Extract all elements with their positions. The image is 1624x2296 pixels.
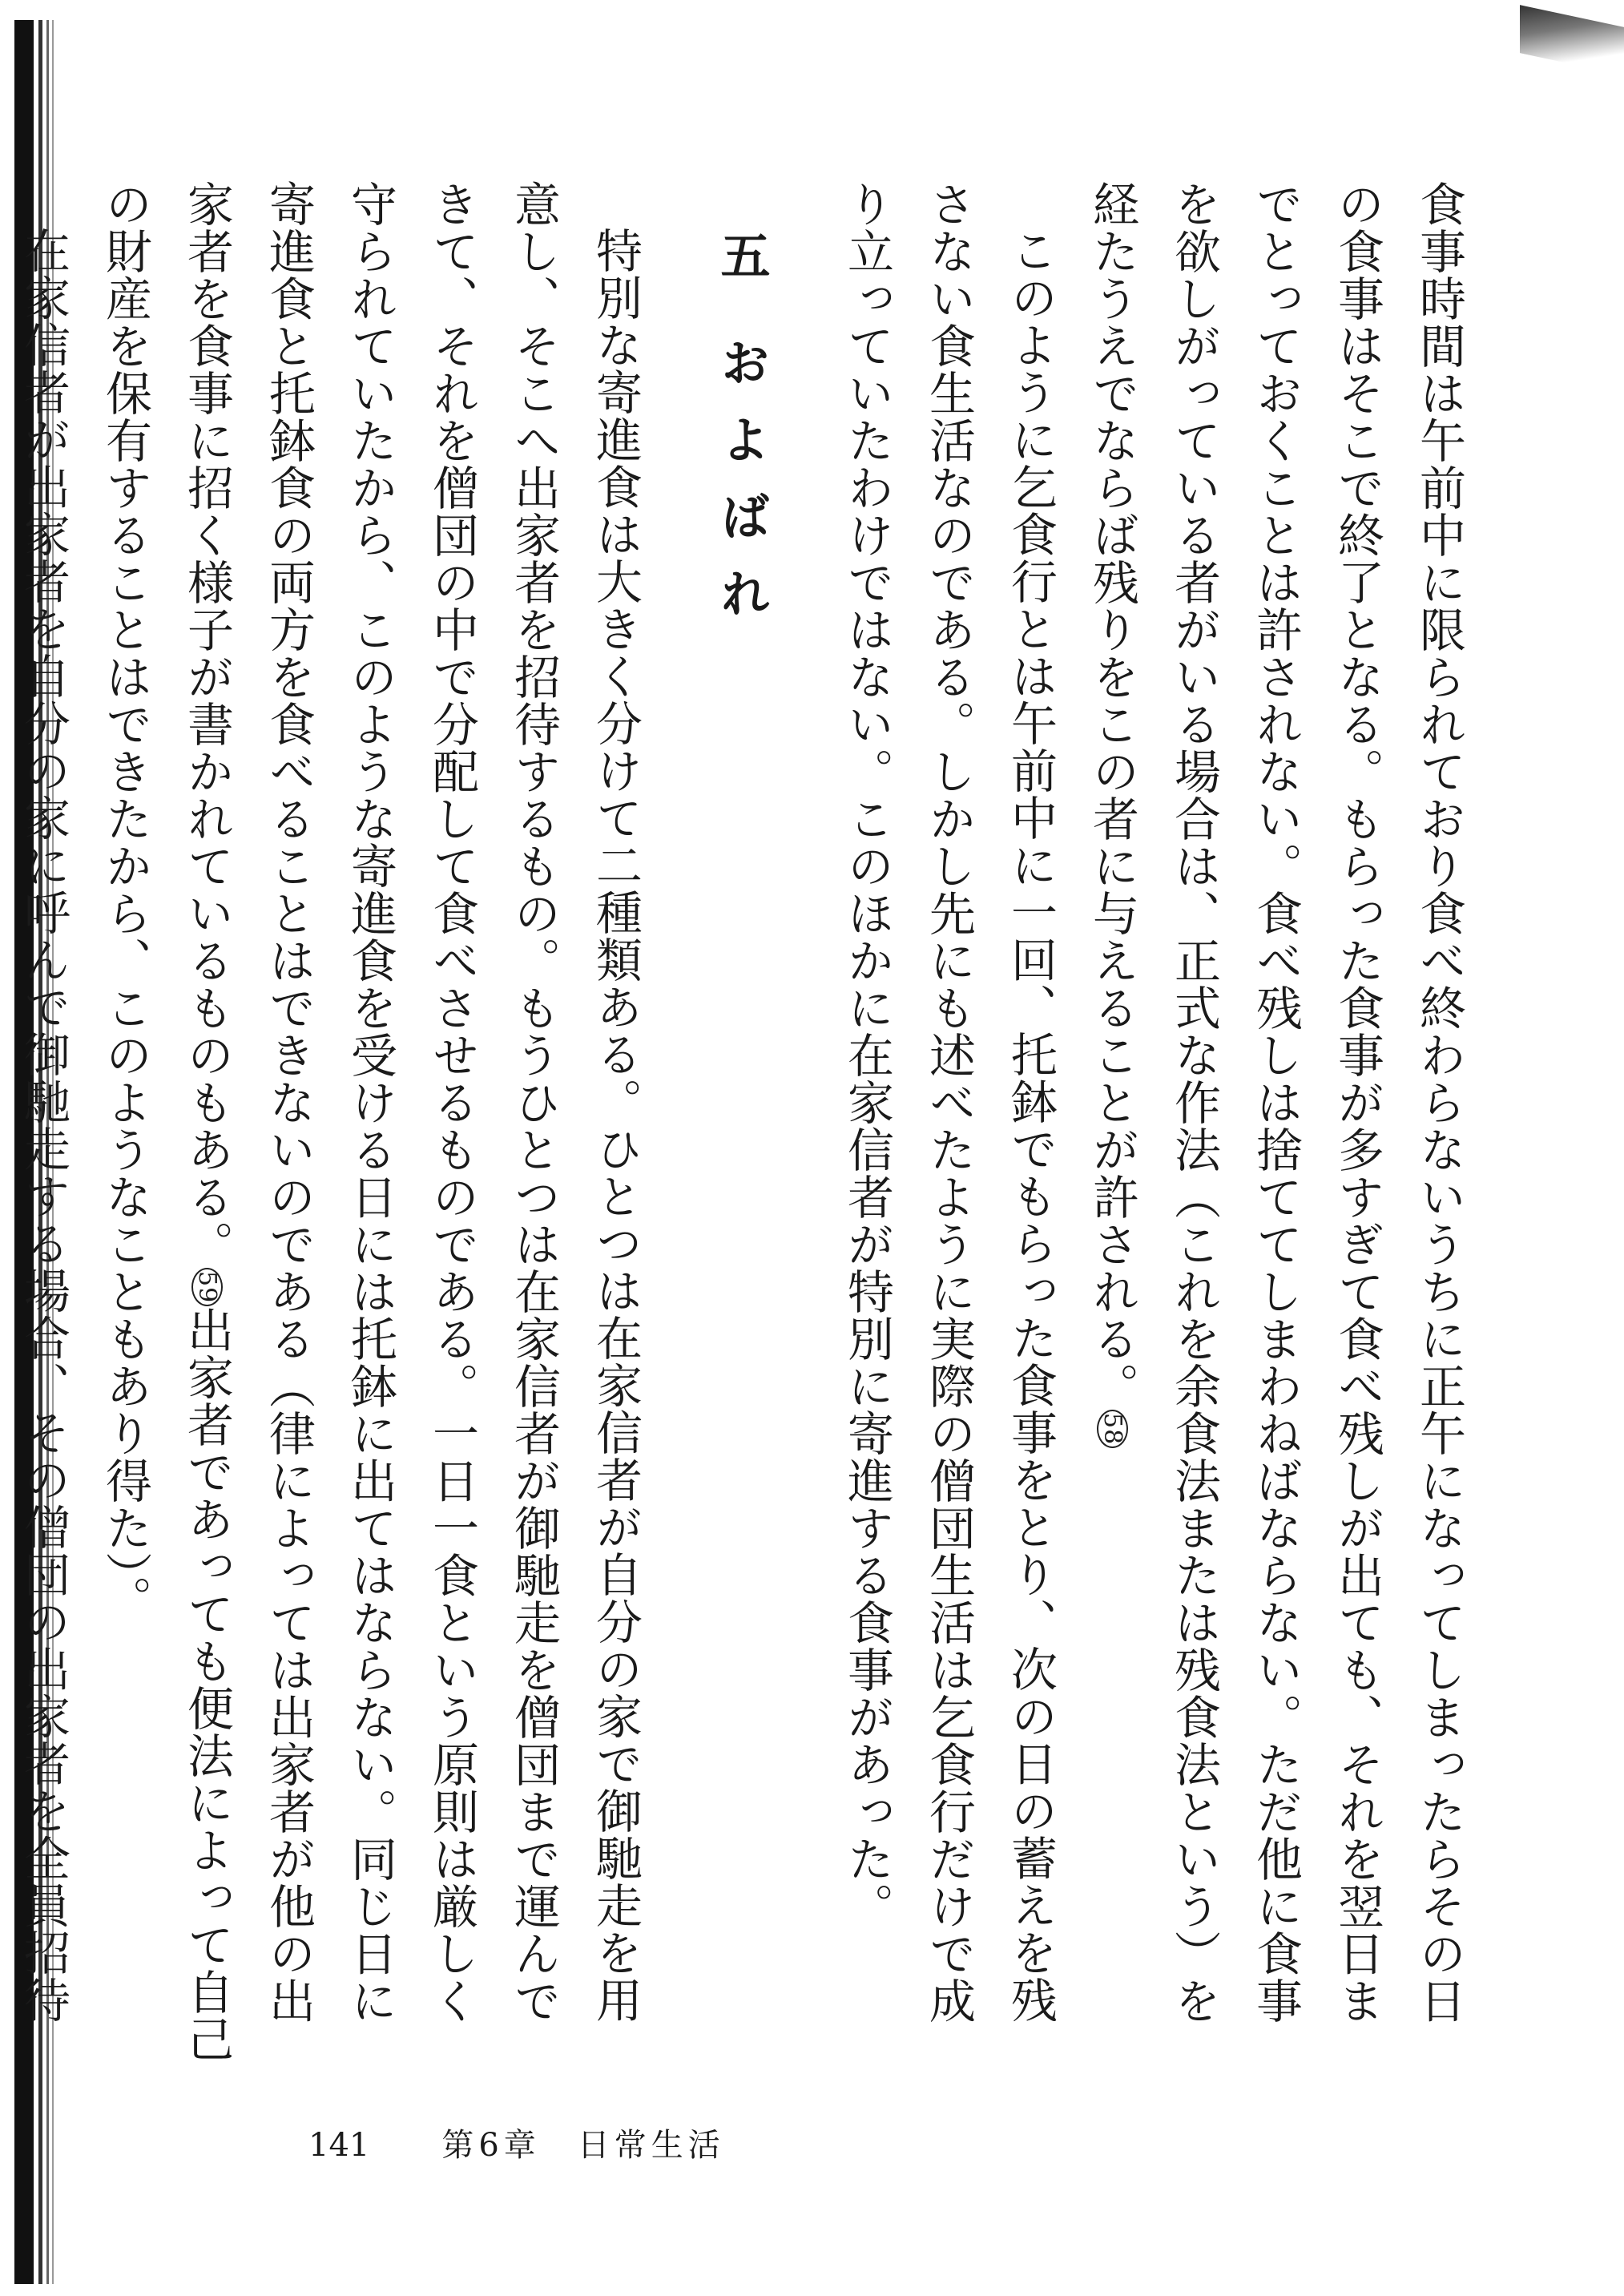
section-heading (700, 180, 782, 2064)
paragraph-2 (826, 180, 1071, 2064)
footnote-marker[interactable]: 59 (191, 1268, 223, 1306)
paragraph-3 (84, 180, 656, 2064)
page-number: 141 (308, 2127, 370, 2164)
paragraph-text: このように乞食行とは午前中に一回、托鉢でもらった食事をとり、次の日の蓄えを残さない食生活なのである。しかし先にも述べたように実際の僧団生活は乞食行だけで成り立っていたわけではない。このほかに在家信者が特別に寄進する食事があった。 (840, 180, 1058, 2024)
paragraph-text-tail: 出家者であっても便法によって自己の財産を保有することはできたから、このようなこともあり得た）。 (98, 180, 234, 2064)
page-footer (308, 2120, 725, 2165)
paragraph-text: 食事時間は午前中に限られており食べ終わらないうちに正午になってしまったらその日の食事はそこで終了となる。もらった食事が多すぎて食べ残しが出ても、それを翌日までとっておくことは許されない。食べ残しは捨ててしまわねばならない。ただ他に食事を欲しがっている者がいる場合は、正式な作法（これを余食法または残食法という）を経たうえでならば残りをこの者に与えることが許される。 (1085, 180, 1466, 2024)
section-number: 五 (712, 230, 771, 308)
chapter-title: 第6章 日常生活 (441, 2127, 725, 2164)
scan-smudge (1520, 5, 1624, 75)
section-title: およばれ (712, 337, 771, 645)
page-body (0, 180, 1480, 2064)
footnote-marker[interactable]: 58 (1097, 1410, 1128, 1448)
paragraph-text: 在家信者が出家者を自分の家に呼んで御馳走する場合、その僧団の出家者を全員招待 (16, 227, 71, 2024)
paragraph-text: 特別な寄進食は大きく分けて二種類ある。ひとつは在家信者が自分の家で御馳走を用意し、そこへ出家者を招待するもの。もうひとつは在家信者が御馳走を僧団まで運んできて、それを僧団の中で分配して食べさせるものである。一日一食という原則は厳しく守られていたから、このような寄進食を受ける日には托鉢に出てはならない。同じ日に寄進食と托鉢食の両方を食べることはできないのである（律によっては出家者が他の出家者を食事に招く様子が書かれているものもある。 (179, 180, 643, 2024)
paragraph-1 (1071, 180, 1480, 2064)
paragraph-4 (0, 180, 84, 2064)
